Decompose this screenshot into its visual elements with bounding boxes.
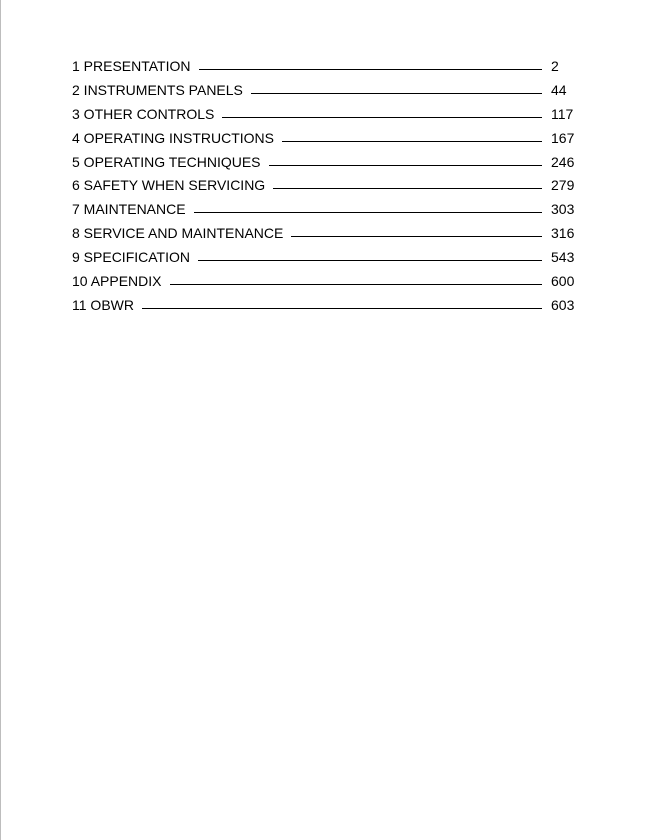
toc-entry-title: 7 MAINTENANCE	[72, 201, 186, 218]
toc-entry-obwr[interactable]	[72, 295, 575, 319]
toc-entry-instruments-panels[interactable]	[72, 80, 575, 104]
toc-entry-title: 11 OBWR	[72, 296, 134, 313]
toc-entry-title: 4 OPERATING INSTRUCTIONS	[72, 129, 274, 146]
toc-leader-line	[269, 164, 542, 166]
toc-leader-line	[170, 283, 543, 285]
toc-leader-line	[194, 211, 542, 213]
toc-entry-operating-techniques[interactable]	[72, 152, 575, 176]
toc-entry-title: 1 PRESENTATION	[72, 58, 191, 74]
toc-leader-line	[199, 68, 542, 70]
toc-entry-page: 44	[551, 81, 567, 98]
toc-entry-title: 9 SPECIFICATION	[72, 249, 190, 266]
toc-leader-line	[273, 187, 542, 189]
toc-entry-maintenance[interactable]	[72, 199, 575, 223]
toc-entry-other-controls[interactable]	[72, 104, 575, 128]
toc-entry-title: 6 SAFETY WHEN SERVICING	[72, 177, 266, 194]
toc-entry-service-and-maintenance[interactable]	[72, 223, 575, 247]
toc-entry-page: 316	[551, 225, 575, 242]
toc-entry-page: 303	[551, 201, 575, 218]
toc-entry-appendix[interactable]	[72, 271, 575, 295]
toc-entry-page: 167	[551, 129, 575, 146]
toc-entry-title: 3 OTHER CONTROLS	[72, 105, 215, 122]
toc-entry-page: 279	[551, 177, 575, 194]
toc-entry-safety-when-servicing[interactable]	[72, 175, 575, 199]
toc-leader-line	[198, 259, 542, 261]
toc-entry-page: 246	[551, 153, 575, 170]
toc-entry-title: 10 APPENDIX	[72, 273, 162, 290]
toc-entry-page: 603	[551, 296, 575, 313]
toc-entry-page: 600	[551, 273, 575, 290]
toc-entry-title: 2 INSTRUMENTS PANELS	[72, 81, 243, 98]
toc-leader-line	[142, 307, 542, 309]
toc-leader-line	[222, 116, 542, 118]
toc-entry-specification[interactable]	[72, 247, 575, 271]
toc-entry-title: 8 SERVICE AND MAINTENANCE	[72, 225, 284, 242]
toc-leader-line	[282, 140, 542, 142]
table-of-contents	[72, 56, 575, 319]
toc-leader-line	[291, 235, 542, 237]
toc-entry-page: 543	[551, 249, 575, 266]
toc-entry-presentation[interactable]	[72, 56, 575, 80]
toc-entry-operating-instructions[interactable]	[72, 128, 575, 152]
toc-entry-page: 117	[551, 105, 574, 122]
toc-leader-line	[251, 92, 542, 94]
toc-entry-page: 2	[551, 58, 559, 74]
toc-entry-title: 5 OPERATING TECHNIQUES	[72, 153, 261, 170]
